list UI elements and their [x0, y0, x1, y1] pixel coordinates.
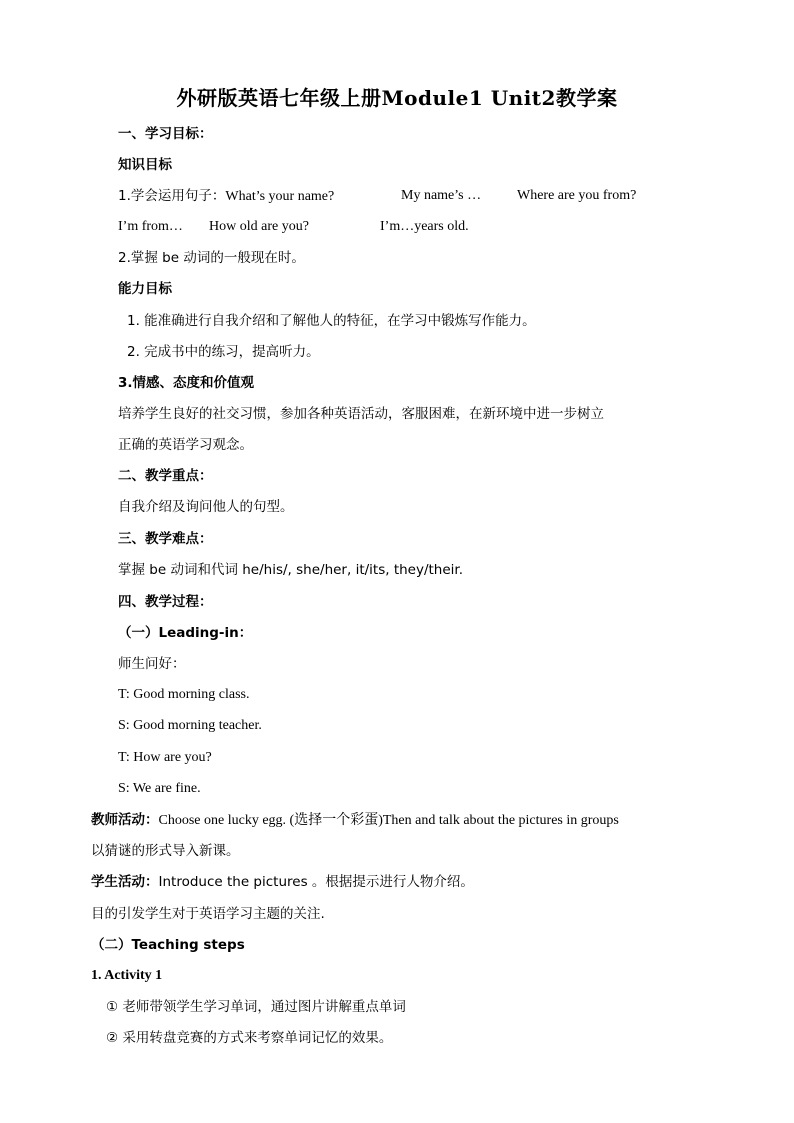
key-points-text: 自我介绍及询问他人的句型。: [118, 499, 294, 515]
dialogue-line-1: T: Good morning class.: [118, 687, 250, 702]
knowledge-goal-2: 2.掌握 be 动词的一般现在时。: [118, 250, 305, 266]
student-activity: [91, 872, 474, 892]
ability-goals-heading: 能力目标: [118, 281, 172, 297]
activity-1-step-2: ② 采用转盘竞赛的方式来考察单词记忆的效果。: [106, 1030, 393, 1046]
teacher-activity: [91, 810, 619, 831]
sentence-how-old: How old are you?: [209, 219, 309, 234]
teacher-activity-text: Choose one lucky egg. (选择一个彩蛋)Then and talk about the pictures in groups: [158, 813, 619, 828]
sentence-whats-your-name: What’s your name?: [225, 189, 335, 204]
knowledge-goals-heading: 知识目标: [118, 157, 172, 173]
knowledge-goal-1: [118, 186, 334, 207]
ability-goal-2: 2. 完成书中的练习，提高听力。: [127, 344, 320, 360]
teaching-steps-heading: （二）Teaching steps: [91, 937, 245, 953]
emotion-goals-heading: 3.情感、态度和价值观: [118, 375, 255, 391]
dialogue-line-2: S: Good morning teacher.: [118, 718, 262, 733]
emotion-goals-text-line-2: 正确的英语学习观念。: [118, 437, 253, 453]
teacher-activity-label: 教师活动：: [91, 812, 159, 828]
student-activity-label: 学生活动：: [91, 874, 159, 890]
section-learning-goals-heading: 一、学习目标：: [118, 126, 213, 142]
dialogue-line-3: T: How are you?: [118, 750, 212, 765]
difficulties-text: 掌握 be 动词和代词 he/his/, she/her, it/its, they/their.: [118, 562, 464, 578]
section-difficulties-heading: 三、教学难点：: [118, 531, 213, 547]
activity-1-step-1: ① 老师带领学生学习单词，通过图片讲解重点单词: [106, 999, 406, 1015]
dialogue-line-4: S: We are fine.: [118, 781, 201, 796]
student-activity-text: Introduce the pictures 。根据提示进行人物介绍。: [158, 874, 474, 890]
section-process-heading: 四、教学过程：: [118, 594, 213, 610]
sentence-im-years-old: I’m…years old.: [380, 219, 469, 234]
knowledge-goal-1-prefix: 1.学会运用句子：: [118, 188, 226, 204]
ability-goal-1: 1. 能准确进行自我介绍和了解他人的特征，在学习中锻炼写作能力。: [127, 313, 536, 329]
teacher-activity-text-line-2: 以猜谜的形式导入新课。: [91, 843, 240, 859]
section-key-points-heading: 二、教学重点：: [118, 468, 213, 484]
leading-in-heading: （一）Leading-in：: [118, 625, 253, 641]
emotion-goals-text-line-1: 培养学生良好的社交习惯，参加各种英语活动，客服困难，在新环境中进一步树立: [118, 406, 604, 422]
greeting-label: 师生问好：: [118, 656, 186, 672]
sentence-where-from: Where are you from?: [517, 188, 637, 203]
document-title: 外研版英语七年级上册Module1 Unit2教学案: [176, 86, 618, 110]
sentence-my-name: My name’s …: [401, 188, 482, 203]
purpose-text: 目的引发学生对于英语学习主题的关注.: [91, 906, 325, 922]
sentence-im-from: I’m from…: [118, 219, 183, 234]
activity-1-heading: 1. Activity 1: [91, 968, 163, 983]
